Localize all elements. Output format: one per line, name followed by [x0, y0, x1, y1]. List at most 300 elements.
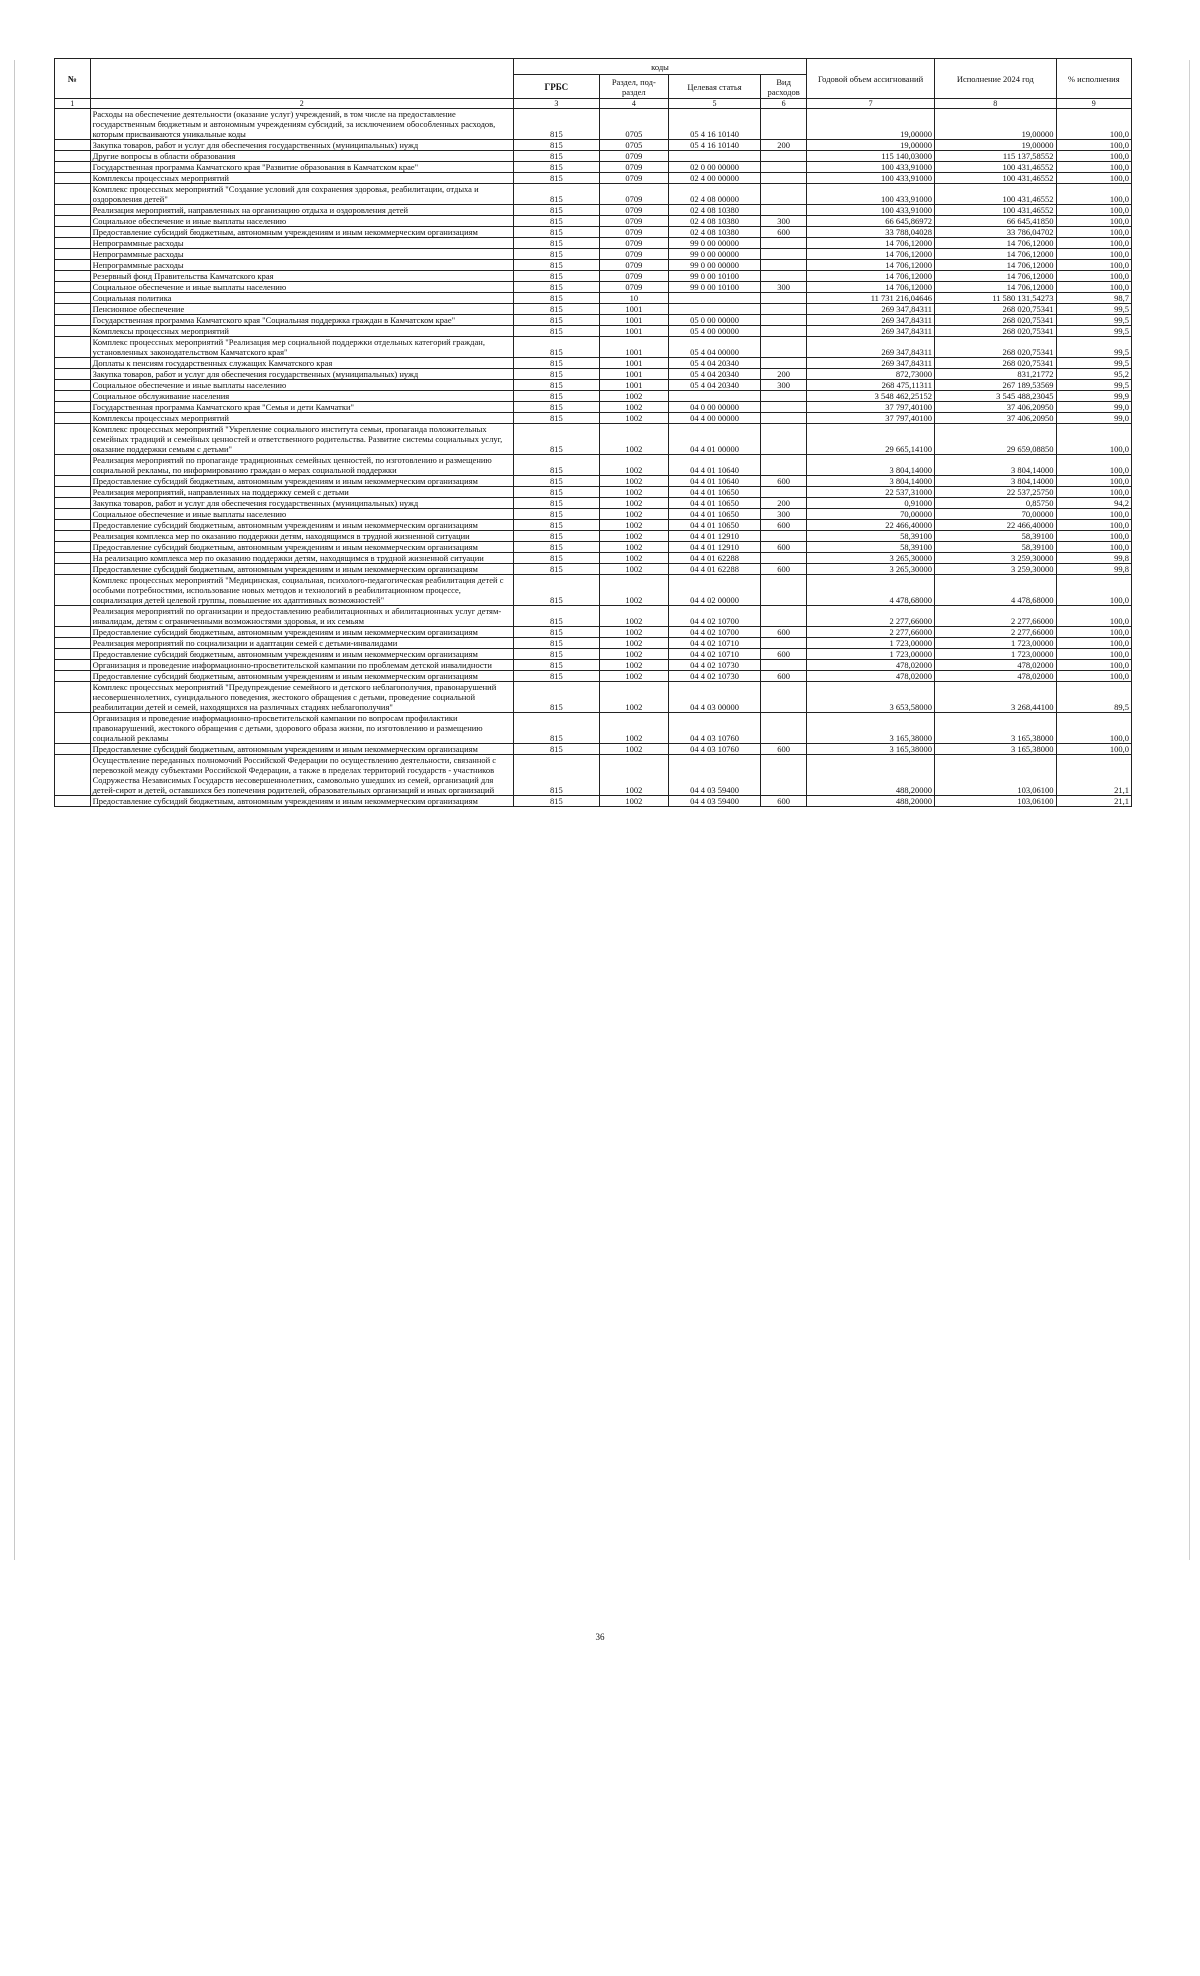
row-annual-cell: 14 706,12000 — [807, 238, 935, 249]
row-executed-cell: 3 804,14000 — [935, 476, 1057, 487]
row-expense-type-cell: 200 — [761, 369, 807, 380]
row-annual-cell: 1 723,00000 — [807, 638, 935, 649]
row-number-cell — [55, 476, 91, 487]
row-number-cell — [55, 509, 91, 520]
row-number-cell — [55, 487, 91, 498]
row-expense-type-cell — [761, 713, 807, 744]
row-number-cell — [55, 606, 91, 627]
row-percent-cell: 100,0 — [1056, 509, 1131, 520]
column-numbers-row — [55, 99, 1132, 109]
row-grbs-cell: 815 — [513, 216, 599, 227]
header-executed: Исполнение 2024 год — [935, 59, 1057, 99]
row-percent-cell: 98,7 — [1056, 293, 1131, 304]
row-percent-cell: 100,0 — [1056, 140, 1131, 151]
row-executed-cell: 268 020,75341 — [935, 337, 1057, 358]
row-expense-type-cell: 300 — [761, 282, 807, 293]
row-executed-cell: 100 431,46552 — [935, 162, 1057, 173]
row-percent-cell: 100,0 — [1056, 162, 1131, 173]
row-executed-cell: 100 431,46552 — [935, 173, 1057, 184]
row-section-cell: 1002 — [599, 638, 668, 649]
table-row — [55, 638, 1132, 649]
row-number-cell — [55, 358, 91, 369]
row-annual-cell: 100 433,91000 — [807, 173, 935, 184]
row-number-cell — [55, 249, 91, 260]
row-executed-cell: 100 431,46552 — [935, 184, 1057, 205]
row-annual-cell: 3 165,38000 — [807, 713, 935, 744]
row-name-cell: Социальное обеспечение и иные выплаты населению — [90, 380, 513, 391]
row-grbs-cell: 815 — [513, 173, 599, 184]
row-expense-type-cell: 300 — [761, 509, 807, 520]
row-name-cell: Резервный фонд Правительства Камчатского края — [90, 271, 513, 282]
row-target-cell — [668, 304, 760, 315]
row-annual-cell: 11 731 216,04646 — [807, 293, 935, 304]
row-annual-cell: 19,00000 — [807, 140, 935, 151]
row-annual-cell: 269 347,84311 — [807, 315, 935, 326]
row-annual-cell: 14 706,12000 — [807, 271, 935, 282]
row-section-cell: 1002 — [599, 755, 668, 796]
row-name-cell: Социальное обслуживание населения — [90, 391, 513, 402]
header-name — [90, 59, 513, 99]
table-row — [55, 627, 1132, 638]
row-percent-cell: 100,0 — [1056, 660, 1131, 671]
row-expense-type-cell — [761, 173, 807, 184]
row-section-cell: 1001 — [599, 337, 668, 358]
row-expense-type-cell — [761, 660, 807, 671]
table-row — [55, 531, 1132, 542]
row-target-cell: 99 0 00 10100 — [668, 282, 760, 293]
row-expense-type-cell — [761, 238, 807, 249]
row-expense-type-cell — [761, 358, 807, 369]
table-row — [55, 304, 1132, 315]
row-percent-cell: 100,0 — [1056, 271, 1131, 282]
column-number: 2 — [90, 99, 513, 109]
row-percent-cell: 99,0 — [1056, 402, 1131, 413]
row-grbs-cell: 815 — [513, 509, 599, 520]
row-percent-cell: 100,0 — [1056, 173, 1131, 184]
table-row — [55, 660, 1132, 671]
row-grbs-cell: 815 — [513, 487, 599, 498]
row-number-cell — [55, 424, 91, 455]
table-row — [55, 744, 1132, 755]
table-row — [55, 282, 1132, 293]
table-row — [55, 796, 1132, 807]
row-target-cell: 99 0 00 00000 — [668, 238, 760, 249]
row-executed-cell: 1 723,00000 — [935, 649, 1057, 660]
row-grbs-cell: 815 — [513, 326, 599, 337]
row-executed-cell: 37 406,20950 — [935, 402, 1057, 413]
row-section-cell: 0709 — [599, 260, 668, 271]
row-name-cell: Пенсионное обеспечение — [90, 304, 513, 315]
row-grbs-cell: 815 — [513, 713, 599, 744]
row-number-cell — [55, 391, 91, 402]
row-annual-cell: 100 433,91000 — [807, 205, 935, 216]
row-number-cell — [55, 542, 91, 553]
row-grbs-cell: 815 — [513, 184, 599, 205]
row-target-cell: 04 4 03 59400 — [668, 755, 760, 796]
row-percent-cell: 100,0 — [1056, 638, 1131, 649]
row-percent-cell: 21,1 — [1056, 755, 1131, 796]
row-annual-cell: 58,39100 — [807, 531, 935, 542]
row-percent-cell: 89,5 — [1056, 682, 1131, 713]
row-executed-cell: 2 277,66000 — [935, 606, 1057, 627]
row-grbs-cell: 815 — [513, 282, 599, 293]
row-name-cell: Другие вопросы в области образования — [90, 151, 513, 162]
row-percent-cell: 100,0 — [1056, 424, 1131, 455]
row-annual-cell: 14 706,12000 — [807, 249, 935, 260]
row-name-cell: Предоставление субсидий бюджетным, автономным учреждениям и иным некоммерческим организациям — [90, 671, 513, 682]
row-annual-cell: 872,73000 — [807, 369, 935, 380]
row-number-cell — [55, 682, 91, 713]
row-name-cell: Доплаты к пенсиям государственных служащих Камчатского края — [90, 358, 513, 369]
row-percent-cell: 100,0 — [1056, 575, 1131, 606]
header-percent: % исполнения — [1056, 59, 1131, 99]
table-row — [55, 553, 1132, 564]
row-percent-cell: 100,0 — [1056, 476, 1131, 487]
row-executed-cell: 268 020,75341 — [935, 326, 1057, 337]
row-grbs-cell: 815 — [513, 744, 599, 755]
row-target-cell: 04 4 02 10700 — [668, 627, 760, 638]
row-percent-cell: 100,0 — [1056, 713, 1131, 744]
row-expense-type-cell: 600 — [761, 564, 807, 575]
row-target-cell: 04 4 02 10710 — [668, 638, 760, 649]
row-annual-cell: 0,91000 — [807, 498, 935, 509]
row-executed-cell: 22 537,25750 — [935, 487, 1057, 498]
row-percent-cell: 100,0 — [1056, 531, 1131, 542]
row-target-cell: 04 4 01 10650 — [668, 520, 760, 531]
row-section-cell: 1002 — [599, 520, 668, 531]
row-name-cell: Государственная программа Камчатского края "Семья и дети Камчатки" — [90, 402, 513, 413]
row-section-cell: 1002 — [599, 606, 668, 627]
row-section-cell: 1002 — [599, 564, 668, 575]
row-number-cell — [55, 227, 91, 238]
row-name-cell: Социальное обеспечение и иные выплаты населению — [90, 282, 513, 293]
row-percent-cell: 21,1 — [1056, 796, 1131, 807]
row-percent-cell: 100,0 — [1056, 249, 1131, 260]
table-row — [55, 542, 1132, 553]
row-grbs-cell: 815 — [513, 413, 599, 424]
row-section-cell: 0709 — [599, 151, 668, 162]
table-row — [55, 315, 1132, 326]
table-row — [55, 293, 1132, 304]
row-expense-type-cell: 600 — [761, 744, 807, 755]
row-executed-cell: 3 804,14000 — [935, 455, 1057, 476]
row-expense-type-cell: 200 — [761, 140, 807, 151]
row-name-cell: Комплекс процессных мероприятий "Создание условий для сохранения здоровья, реабилитации, отдыха и оздоровления детей" — [90, 184, 513, 205]
table-row — [55, 109, 1132, 140]
row-grbs-cell: 815 — [513, 682, 599, 713]
row-executed-cell: 478,02000 — [935, 660, 1057, 671]
row-section-cell: 0709 — [599, 227, 668, 238]
row-number-cell — [55, 216, 91, 227]
row-executed-cell: 11 580 131,54273 — [935, 293, 1057, 304]
table-row — [55, 575, 1132, 606]
header-codes: коды — [513, 59, 806, 75]
row-target-cell: 05 0 00 00000 — [668, 315, 760, 326]
header-annual: Годовой объем ассигнований — [807, 59, 935, 99]
row-executed-cell: 29 659,08850 — [935, 424, 1057, 455]
table-body — [55, 109, 1132, 807]
row-grbs-cell: 815 — [513, 455, 599, 476]
row-percent-cell: 99,5 — [1056, 337, 1131, 358]
row-section-cell: 0709 — [599, 162, 668, 173]
row-percent-cell: 100,0 — [1056, 606, 1131, 627]
row-expense-type-cell — [761, 638, 807, 649]
row-section-cell: 1002 — [599, 627, 668, 638]
table-row — [55, 424, 1132, 455]
row-expense-type-cell — [761, 249, 807, 260]
row-annual-cell: 4 478,68000 — [807, 575, 935, 606]
row-percent-cell: 100,0 — [1056, 151, 1131, 162]
table-row — [55, 487, 1132, 498]
row-annual-cell: 3 265,30000 — [807, 564, 935, 575]
row-name-cell: Непрограммные расходы — [90, 260, 513, 271]
row-grbs-cell: 815 — [513, 649, 599, 660]
row-number-cell — [55, 238, 91, 249]
row-target-cell: 99 0 00 00000 — [668, 249, 760, 260]
row-annual-cell: 33 788,04028 — [807, 227, 935, 238]
row-name-cell: Комплексы процессных мероприятий — [90, 173, 513, 184]
row-section-cell: 1002 — [599, 575, 668, 606]
row-number-cell — [55, 575, 91, 606]
row-target-cell — [668, 293, 760, 304]
table-row — [55, 413, 1132, 424]
row-number-cell — [55, 564, 91, 575]
row-executed-cell: 70,00000 — [935, 509, 1057, 520]
scan-edge-left — [14, 60, 15, 1560]
table-row — [55, 455, 1132, 476]
column-number: 3 — [513, 99, 599, 109]
row-expense-type-cell — [761, 531, 807, 542]
row-target-cell: 04 4 03 10760 — [668, 713, 760, 744]
table-row — [55, 151, 1132, 162]
row-annual-cell: 3 653,58000 — [807, 682, 935, 713]
row-name-cell: Государственная программа Камчатского края "Социальная поддержка граждан в Камчатском крае" — [90, 315, 513, 326]
row-name-cell: Предоставление субсидий бюджетным, автономным учреждениям и иным некоммерческим организациям — [90, 744, 513, 755]
row-executed-cell: 37 406,20950 — [935, 413, 1057, 424]
row-expense-type-cell — [761, 293, 807, 304]
row-section-cell: 1001 — [599, 304, 668, 315]
row-section-cell: 1002 — [599, 671, 668, 682]
table-row — [55, 671, 1132, 682]
row-percent-cell: 99,5 — [1056, 304, 1131, 315]
row-number-cell — [55, 151, 91, 162]
row-number-cell — [55, 304, 91, 315]
row-percent-cell: 100,0 — [1056, 627, 1131, 638]
row-expense-type-cell — [761, 205, 807, 216]
row-grbs-cell: 815 — [513, 304, 599, 315]
row-target-cell: 02 4 08 10380 — [668, 205, 760, 216]
table-row — [55, 391, 1132, 402]
row-grbs-cell: 815 — [513, 315, 599, 326]
row-annual-cell: 269 347,84311 — [807, 358, 935, 369]
column-number: 9 — [1056, 99, 1131, 109]
row-target-cell: 04 4 00 00000 — [668, 413, 760, 424]
row-target-cell: 05 4 00 00000 — [668, 326, 760, 337]
row-name-cell: Реализация мероприятий по пропаганде традиционных семейных ценностей, по изготовлению и размещению социальной рекламы, по информированию граждан о мерах социальной поддержки — [90, 455, 513, 476]
row-percent-cell: 100,0 — [1056, 227, 1131, 238]
row-target-cell: 99 0 00 10100 — [668, 271, 760, 282]
row-name-cell: Реализация комплекса мер по оказанию поддержки детям, находящимся в трудной жизненной ситуации — [90, 531, 513, 542]
row-expense-type-cell — [761, 151, 807, 162]
row-annual-cell: 22 537,31000 — [807, 487, 935, 498]
row-name-cell: Предоставление субсидий бюджетным, автономным учреждениям и иным некоммерческим организациям — [90, 227, 513, 238]
row-annual-cell: 14 706,12000 — [807, 260, 935, 271]
row-annual-cell: 100 433,91000 — [807, 184, 935, 205]
row-section-cell: 1002 — [599, 542, 668, 553]
row-section-cell: 1002 — [599, 424, 668, 455]
row-target-cell: 02 4 08 10380 — [668, 227, 760, 238]
table-row — [55, 402, 1132, 413]
row-name-cell: Предоставление субсидий бюджетным, автономным учреждениям и иным некоммерческим организациям — [90, 796, 513, 807]
row-expense-type-cell — [761, 755, 807, 796]
row-name-cell: Закупка товаров, работ и услуг для обеспечения государственных (муниципальных) нужд — [90, 369, 513, 380]
row-number-cell — [55, 162, 91, 173]
row-executed-cell: 33 786,04702 — [935, 227, 1057, 238]
row-percent-cell: 100,0 — [1056, 282, 1131, 293]
row-number-cell — [55, 369, 91, 380]
table-row — [55, 173, 1132, 184]
row-percent-cell: 100,0 — [1056, 238, 1131, 249]
row-grbs-cell: 815 — [513, 249, 599, 260]
row-target-cell: 04 4 01 62288 — [668, 564, 760, 575]
scan-edge-right — [1189, 60, 1190, 1560]
column-number: 5 — [668, 99, 760, 109]
row-percent-cell: 100,0 — [1056, 109, 1131, 140]
row-name-cell: Расходы на обеспечение деятельности (оказание услуг) учреждений, в том числе на предоставление государственным бюджетным и автономным учреждениям субсидий, за исключением обособленных расходов, которым присваиваются уникальные коды — [90, 109, 513, 140]
row-executed-cell: 14 706,12000 — [935, 271, 1057, 282]
row-percent-cell: 95,2 — [1056, 369, 1131, 380]
table-row — [55, 755, 1132, 796]
row-section-cell: 1002 — [599, 660, 668, 671]
row-percent-cell: 99,5 — [1056, 326, 1131, 337]
row-section-cell: 10 — [599, 293, 668, 304]
row-executed-cell: 19,00000 — [935, 109, 1057, 140]
row-expense-type-cell: 600 — [761, 227, 807, 238]
row-name-cell: Социальное обеспечение и иные выплаты населению — [90, 216, 513, 227]
row-annual-cell: 2 277,66000 — [807, 606, 935, 627]
row-grbs-cell: 815 — [513, 671, 599, 682]
row-expense-type-cell — [761, 682, 807, 713]
row-section-cell: 1002 — [599, 402, 668, 413]
row-expense-type-cell: 300 — [761, 380, 807, 391]
row-expense-type-cell: 600 — [761, 649, 807, 660]
row-name-cell: Реализация мероприятий, направленных на организацию отдыха и оздоровления детей — [90, 205, 513, 216]
row-percent-cell: 100,0 — [1056, 260, 1131, 271]
row-target-cell: 04 4 01 62288 — [668, 553, 760, 564]
row-executed-cell: 3 165,38000 — [935, 713, 1057, 744]
row-annual-cell: 58,39100 — [807, 542, 935, 553]
column-number: 6 — [761, 99, 807, 109]
row-name-cell: Предоставление субсидий бюджетным, автономным учреждениям и иным некоммерческим организациям — [90, 520, 513, 531]
row-number-cell — [55, 649, 91, 660]
row-grbs-cell: 815 — [513, 227, 599, 238]
row-grbs-cell: 815 — [513, 638, 599, 649]
row-expense-type-cell — [761, 184, 807, 205]
row-executed-cell: 478,02000 — [935, 671, 1057, 682]
table-row — [55, 162, 1132, 173]
header-expense-type: Вид расходов — [761, 75, 807, 99]
row-target-cell: 05 4 04 20340 — [668, 380, 760, 391]
row-executed-cell: 58,39100 — [935, 542, 1057, 553]
row-executed-cell: 3 268,44100 — [935, 682, 1057, 713]
row-executed-cell: 19,00000 — [935, 140, 1057, 151]
row-name-cell: Непрограммные расходы — [90, 238, 513, 249]
row-expense-type-cell: 600 — [761, 476, 807, 487]
table-row — [55, 498, 1132, 509]
row-executed-cell: 14 706,12000 — [935, 260, 1057, 271]
row-expense-type-cell: 600 — [761, 627, 807, 638]
row-annual-cell: 488,20000 — [807, 796, 935, 807]
row-grbs-cell: 815 — [513, 140, 599, 151]
row-name-cell: Комплекс процессных мероприятий "Медицинская, социальная, психолого-педагогическая реабилитация детей с особыми потребностями, использование новых методов и технологий в реабилитационном процессе, социализация детей целевой группы, повышение их адаптивных возможностей" — [90, 575, 513, 606]
header-num: № — [55, 59, 91, 99]
row-expense-type-cell — [761, 553, 807, 564]
row-grbs-cell: 815 — [513, 476, 599, 487]
row-expense-type-cell: 600 — [761, 796, 807, 807]
row-target-cell: 04 4 03 10760 — [668, 744, 760, 755]
row-number-cell — [55, 744, 91, 755]
table-row — [55, 337, 1132, 358]
row-annual-cell: 269 347,84311 — [807, 304, 935, 315]
row-number-cell — [55, 413, 91, 424]
row-expense-type-cell: 300 — [761, 216, 807, 227]
row-section-cell: 1002 — [599, 531, 668, 542]
row-name-cell: Государственная программа Камчатского края "Развитие образования в Камчатском крае" — [90, 162, 513, 173]
row-section-cell: 1002 — [599, 796, 668, 807]
row-expense-type-cell: 600 — [761, 671, 807, 682]
row-name-cell: Комплекс процессных мероприятий "Реализация мер социальной поддержки отдельных категорий граждан, установленных законодательством Камчатского края" — [90, 337, 513, 358]
row-number-cell — [55, 520, 91, 531]
row-executed-cell: 268 020,75341 — [935, 358, 1057, 369]
row-annual-cell: 37 797,40100 — [807, 413, 935, 424]
row-number-cell — [55, 140, 91, 151]
row-annual-cell: 14 706,12000 — [807, 282, 935, 293]
row-target-cell: 04 4 02 00000 — [668, 575, 760, 606]
row-executed-cell: 103,06100 — [935, 755, 1057, 796]
table-row — [55, 216, 1132, 227]
row-expense-type-cell: 200 — [761, 498, 807, 509]
row-annual-cell: 488,20000 — [807, 755, 935, 796]
row-executed-cell: 268 020,75341 — [935, 304, 1057, 315]
row-expense-type-cell — [761, 326, 807, 337]
row-target-cell: 04 4 02 10700 — [668, 606, 760, 627]
row-target-cell: 04 0 00 00000 — [668, 402, 760, 413]
row-annual-cell: 3 165,38000 — [807, 744, 935, 755]
row-name-cell: На реализацию комплекса мер по оказанию поддержки детям, находящимся в трудной жизненной ситуации — [90, 553, 513, 564]
row-percent-cell: 100,0 — [1056, 542, 1131, 553]
table-row — [55, 184, 1132, 205]
table-row — [55, 358, 1132, 369]
row-grbs-cell: 815 — [513, 238, 599, 249]
row-annual-cell: 269 347,84311 — [807, 326, 935, 337]
row-section-cell: 1002 — [599, 649, 668, 660]
table-row — [55, 326, 1132, 337]
row-expense-type-cell — [761, 337, 807, 358]
row-grbs-cell: 815 — [513, 358, 599, 369]
row-expense-type-cell — [761, 271, 807, 282]
row-number-cell — [55, 638, 91, 649]
row-percent-cell: 100,0 — [1056, 520, 1131, 531]
row-executed-cell: 58,39100 — [935, 531, 1057, 542]
row-grbs-cell: 815 — [513, 542, 599, 553]
row-section-cell: 0709 — [599, 271, 668, 282]
row-annual-cell: 37 797,40100 — [807, 402, 935, 413]
row-annual-cell: 29 665,14100 — [807, 424, 935, 455]
row-grbs-cell: 815 — [513, 205, 599, 216]
row-number-cell — [55, 205, 91, 216]
table-row — [55, 260, 1132, 271]
table-row — [55, 649, 1132, 660]
